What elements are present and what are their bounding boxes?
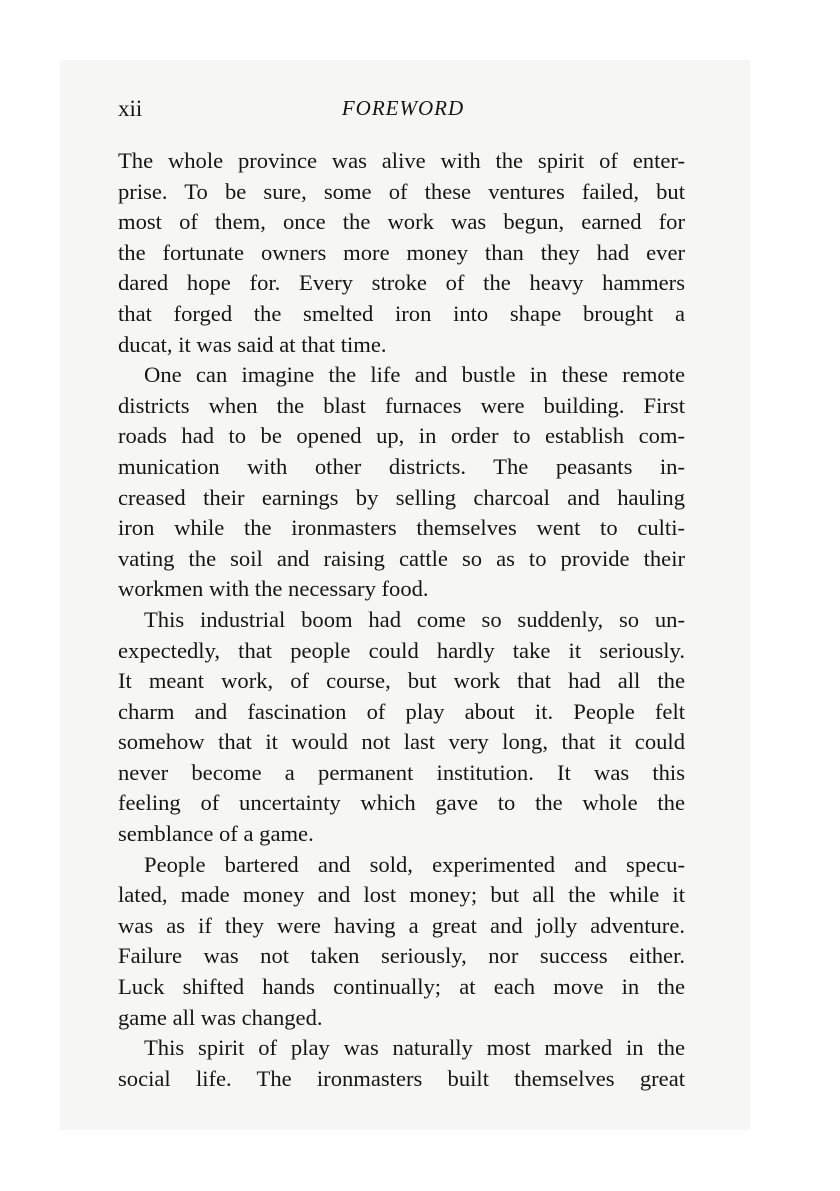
paragraph: [118, 146, 685, 360]
text-line: iron while the ironmasters themselves went to culti-: [118, 515, 685, 541]
text-line: roads had to be opened up, in order to establish com-: [118, 423, 685, 449]
text-line: This industrial boom had come so suddenly, so un-: [144, 606, 685, 632]
text-line: ducat, it was said at that time.: [118, 331, 387, 357]
paragraph: [118, 605, 685, 850]
text-line: prise. To be sure, some of these ventures failed, but: [118, 178, 685, 204]
text-line: lated, made money and lost money; but all the while it: [118, 882, 685, 908]
text-line: game all was changed.: [118, 1004, 323, 1030]
text-line: that forged the smelted iron into shape brought a: [118, 300, 685, 326]
text-line: was as if they were having a great and jolly adventure.: [118, 912, 685, 938]
paragraph: [118, 850, 685, 1034]
page-header: [118, 92, 688, 128]
text-line: The whole province was alive with the spirit of enter-: [118, 148, 685, 173]
text-line: workmen with the necessary food.: [118, 576, 429, 602]
text-line: districts when the blast furnaces were building. First: [118, 392, 685, 418]
text-line: somehow that it would not last very long, that it could: [118, 729, 685, 755]
text-line: social life. The ironmasters built themselves great: [118, 1065, 685, 1091]
text-line: munication with other districts. The peasants in-: [118, 453, 685, 479]
text-line: semblance of a game.: [118, 821, 314, 847]
text-line: Luck shifted hands continually; at each move in the: [118, 974, 685, 1000]
text-line: This spirit of play was naturally most marked in the: [144, 1035, 685, 1061]
text-line: feeling of uncertainty which gave to the whole the: [118, 790, 685, 816]
text-line: never become a permanent institution. It was this: [118, 759, 685, 785]
text-line: Failure was not taken seriously, nor success either.: [118, 943, 685, 969]
text-line: One can imagine the life and bustle in these remote: [144, 362, 685, 388]
text-line: vating the soil and raising cattle so as to provide their: [118, 545, 685, 571]
text-line: expectedly, that people could hardly take it seriously.: [118, 637, 685, 663]
text-line: the fortunate owners more money than they had ever: [118, 239, 685, 265]
paragraph: [118, 1033, 685, 1094]
text-line: dared hope for. Every stroke of the heavy hammers: [118, 270, 685, 296]
running-head: FOREWORD: [341, 96, 465, 120]
page-number: xii: [118, 96, 143, 121]
text-line: It meant work, of course, but work that had all the: [118, 668, 685, 694]
text-line: People bartered and sold, experimented and specu-: [144, 851, 685, 877]
paragraph: [118, 360, 685, 605]
body-text: [118, 146, 685, 1094]
text-line: creased their earnings by selling charcoal and hauling: [118, 484, 685, 510]
text-line: charm and fascination of play about it. People felt: [118, 698, 685, 724]
text-line: most of them, once the work was begun, earned for: [118, 209, 685, 235]
